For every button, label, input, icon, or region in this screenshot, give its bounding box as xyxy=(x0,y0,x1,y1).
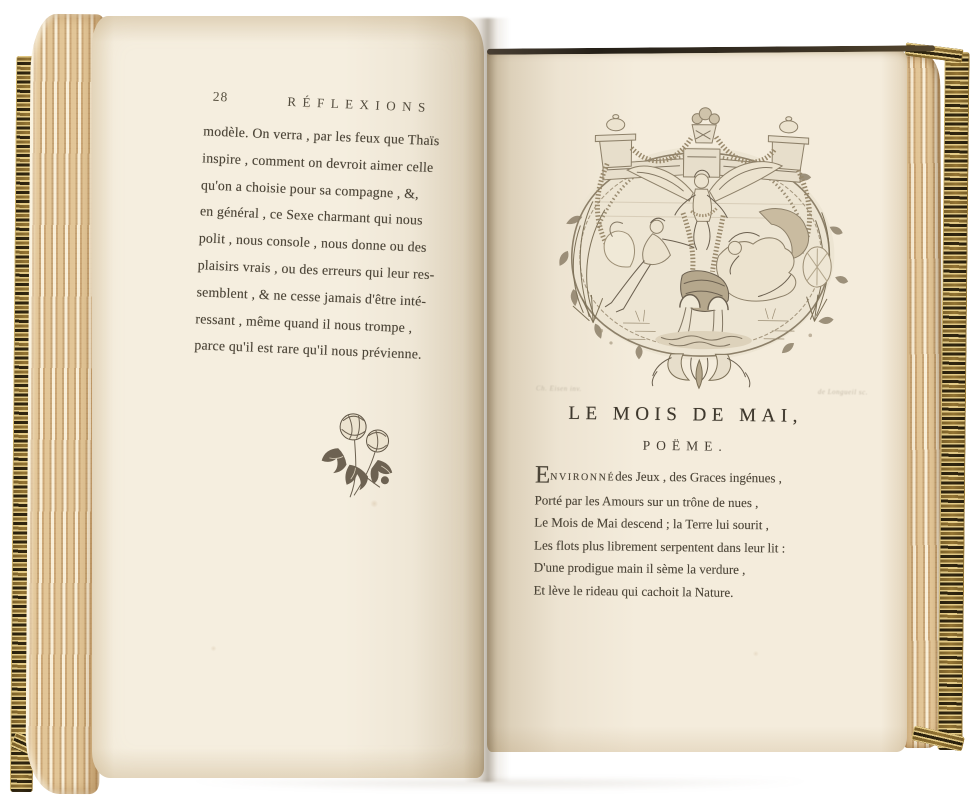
right-page-content xyxy=(492,58,912,703)
floral-tailpiece-icon xyxy=(320,406,404,513)
running-title: RÉFLEXIONS xyxy=(287,93,433,115)
verse-line: Le Mois de Mai descend ; la Terre lui sourit , xyxy=(534,514,770,533)
body-line: semblent , & ne cesse jamais d'être inté- xyxy=(196,284,427,309)
headpiece-engraving-icon xyxy=(530,104,875,390)
book-shadow xyxy=(80,780,920,794)
right-cover-gilt-edge xyxy=(937,52,969,750)
verse-line: ENVIRONNÉ des Jeux , des Graces ingénues , xyxy=(534,461,783,489)
verse-line: D'une prodigue main il sème la verdure , xyxy=(533,559,746,578)
body-line: qu'on a choisie pour sa compagne , &, xyxy=(200,176,420,202)
body-line: parce qu'il est rare qu'il nous prévienne. xyxy=(194,337,423,363)
poem-title: LE MOIS DE MAI, xyxy=(568,402,804,427)
body-line: inspire , comment on devroit aimer celle xyxy=(201,150,434,175)
body-line: polit , nous console , nous donne ou des xyxy=(198,230,427,256)
poem-subtitle: POËME. xyxy=(642,437,728,454)
verse-line: Et lève le rideau qui cachoit la Nature. xyxy=(533,582,734,600)
engraver-signature-left: Ch. Eisen inv. xyxy=(535,384,582,394)
verse-line: Les flots plus librement serpentent dans leur lit : xyxy=(533,537,786,556)
verse-line: Porté par les Amours sur un trône de nues , xyxy=(534,492,759,510)
poem-verse xyxy=(533,461,786,605)
gutter-shadow xyxy=(464,18,510,782)
page-number: 28 xyxy=(212,88,229,105)
body-line: plaisirs vrais , ou des erreurs qui leur res- xyxy=(197,257,435,283)
left-page-content xyxy=(74,66,480,701)
body-text xyxy=(194,118,476,370)
body-line: modèle. On verra , par les feux que Thaïs xyxy=(203,123,440,149)
drop-cap-initial: E xyxy=(534,461,551,489)
engraver-signature-right: de Longueil sc. xyxy=(817,387,868,397)
body-line: ressant , même quand il nous trompe , xyxy=(195,310,413,335)
body-line: en général , ce Sexe charmant qui nous xyxy=(199,203,424,229)
